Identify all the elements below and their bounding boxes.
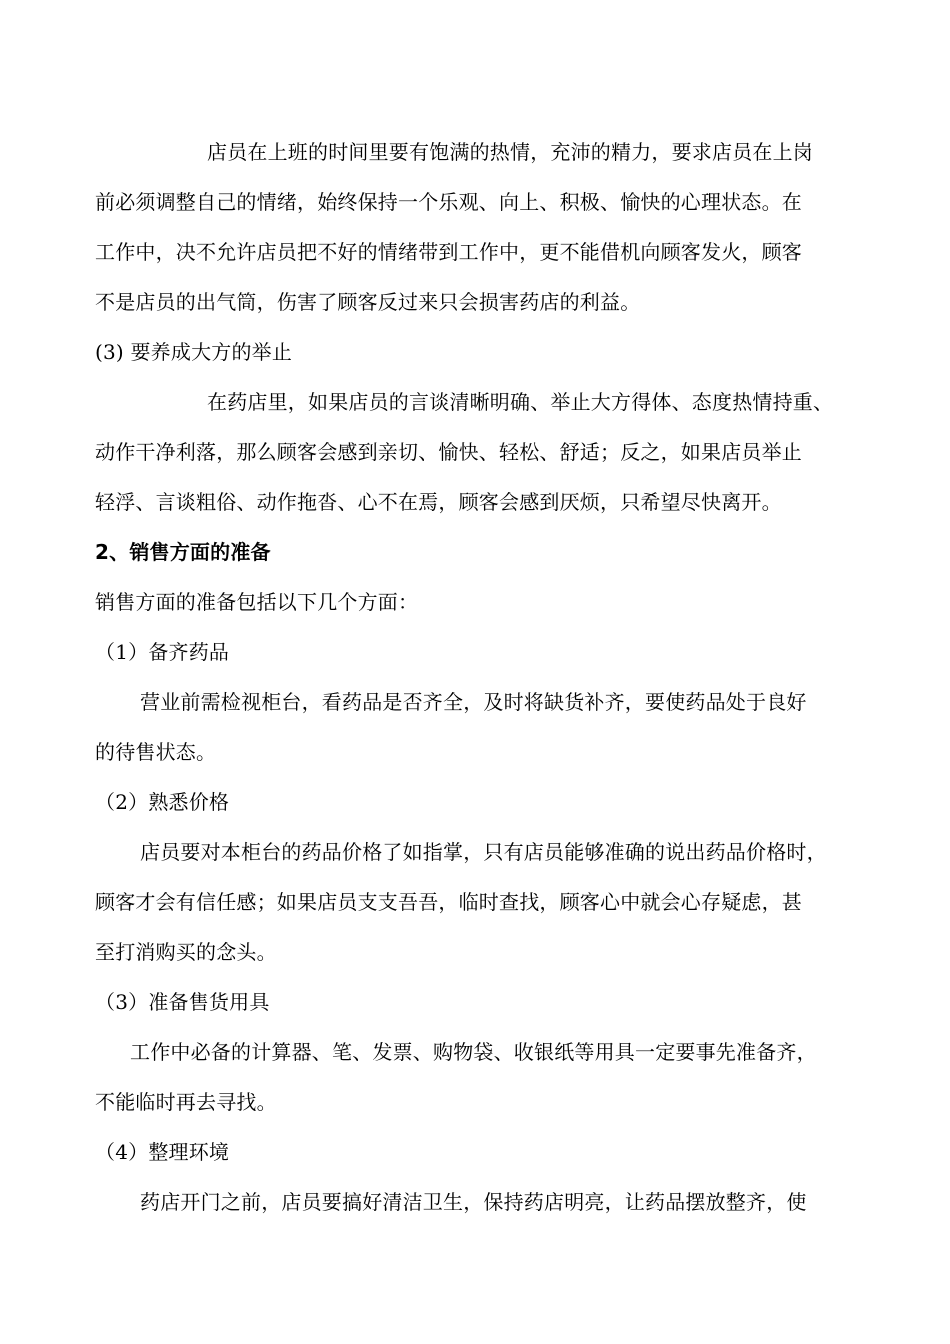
paragraph-line: 的待售状态。 (95, 740, 217, 764)
paragraph-line: 顾客才会有信任感；如果店员支支吾吾，临时查找，顾客心中就会心存疑虑，甚 (95, 890, 802, 914)
paragraph-line: 至打消购买的念头。 (95, 940, 277, 964)
paragraph-line: 工作中必备的计算器、笔、发票、购物袋、收银纸等用具一定要事先准备齐， (130, 1040, 817, 1064)
paragraph-line: 工作中，决不允许店员把不好的情绪带到工作中，更不能借机向顾客发火，顾客 (95, 240, 802, 264)
subheading: (3) 要养成大方的举止 (95, 340, 293, 364)
subheading: （1）备齐药品 (95, 640, 230, 664)
paragraph-line: 不是店员的出气筒，伤害了顾客反过来只会损害药店的利益。 (95, 290, 641, 314)
section-heading: 2、销售方面的准备 (95, 540, 271, 564)
paragraph-line: 销售方面的准备包括以下几个方面： (95, 590, 419, 614)
subheading: （4）整理环境 (95, 1140, 230, 1164)
paragraph-line: 动作干净利落，那么顾客会感到亲切、愉快、轻松、舒适；反之，如果店员举止 (95, 440, 802, 464)
paragraph-line: 店员要对本柜台的药品价格了如指掌，只有店员能够准确的说出药品价格时， (140, 840, 827, 864)
paragraph-line: 营业前需检视柜台，看药品是否齐全，及时将缺货补齐，要使药品处于良好 (140, 690, 807, 714)
paragraph-line: 店员在上班的时间里要有饱满的热情，充沛的精力，要求店员在上岗 (207, 140, 813, 164)
paragraph-line: 在药店里，如果店员的言谈清晰明确、举止大方得体、态度热情持重、 (207, 390, 834, 414)
paragraph-line: 轻浮、言谈粗俗、动作拖沓、心不在焉，顾客会感到厌烦，只希望尽快离开。 (95, 490, 782, 514)
paragraph-line: 前必须调整自己的情绪，始终保持一个乐观、向上、积极、愉快的心理状态。在 (95, 190, 802, 214)
subheading: （2）熟悉价格 (95, 790, 230, 814)
paragraph-line: 不能临时再去寻找。 (95, 1090, 277, 1114)
subheading: （3）准备售货用具 (95, 990, 270, 1014)
paragraph-line: 药店开门之前，店员要搞好清洁卫生，保持药店明亮，让药品摆放整齐，使 (140, 1190, 807, 1214)
